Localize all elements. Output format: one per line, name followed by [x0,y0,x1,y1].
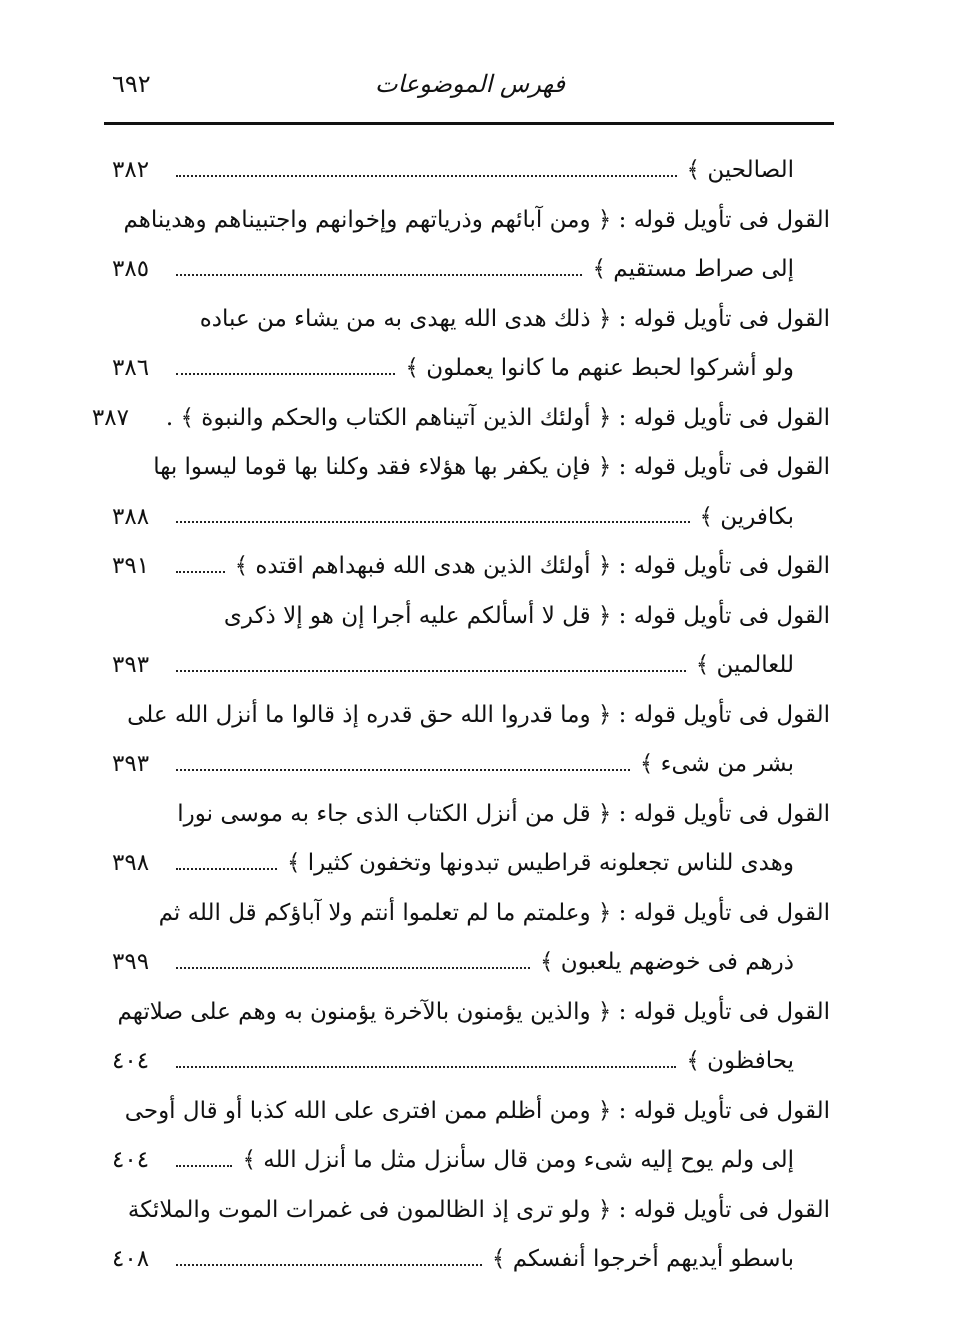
header-divider [104,122,834,125]
toc-page-number: ٤٠٤ [112,1048,150,1075]
dot-leader [176,858,277,870]
toc-page-number: ٣٩٣ [112,751,150,778]
toc-line [112,740,830,790]
toc-page-number: ٣٩١ [112,553,150,580]
toc-page-number: ٣٨٨ [112,503,150,530]
toc-entry-text: للعالمين ﴾ [695,652,794,679]
toc-line [112,245,830,295]
dot-leader [176,165,677,177]
toc-entry-text: القول فى تأويل قوله : ﴿ ولو ترى إذ الظالمون فى غمرات الموت والملائكة [127,1196,830,1223]
dot-leader [176,363,395,375]
toc-entry-text: يحافظون ﴾ [686,1048,794,1075]
toc-line [112,542,830,592]
toc-line [112,839,830,889]
toc-entry-text: ولو أشركوا لحبط عنهم ما كانوا يعملون ﴾ [405,355,794,382]
toc-page-number: ٣٨٦ [112,355,150,382]
dot-leader [176,264,582,276]
toc-entry-text: القول فى تأويل قوله : ﴿ وعلمتم ما لم تعلموا أنتم ولا آباؤكم قل الله ثم [158,899,830,926]
toc-line [112,641,830,691]
toc-line [112,691,830,741]
toc-line [112,938,830,988]
toc-entry-text: ذرهم فى خوضهم يلعبون ﴾ [539,949,794,976]
toc-page-number: ٣٨٥ [112,256,150,283]
toc-page-number: ٣٩٨ [112,850,150,877]
toc-entry-text: القول فى تأويل قوله : ﴿ وما قدروا الله حق قدره إذ قالوا ما أنزل الله على [127,701,830,728]
toc-entry-text: إلى صراط مستقيم ﴾ [592,256,794,283]
toc-entry-text: بكافرين ﴾ [699,503,794,530]
table-of-contents [91,146,830,1285]
toc-line [112,592,830,642]
toc-line [112,1186,830,1236]
toc-page-number: ٤٠٤ [112,1147,150,1174]
toc-page-number: ٣٨٧ [91,404,129,431]
toc-entry-text: القول فى تأويل قوله : ﴿ ومن أظلم ممن افترى على الله كذبا أو قال أوحى [124,1097,830,1124]
dot-leader [176,957,530,969]
toc-line [91,394,830,444]
toc-line [112,1037,830,1087]
toc-page-number: ٣٨٢ [112,157,150,184]
running-title: فهرس الموضوعات [375,70,565,98]
toc-entry-text: إلى ولم يوح إليه شىء ومن قال سأنزل مثل ما أنزل الله ﴾ [242,1147,794,1174]
toc-line [112,344,830,394]
toc-entry-text: وهدى للناس تجعلونه قراطيس تبدونها وتخفون كثيرا ﴾ [286,850,794,877]
dot-leader [176,660,686,672]
dot-leader [176,1155,232,1167]
toc-page-number: ٣٩٩ [112,949,150,976]
page-number: ٦٩٢ [112,70,151,98]
toc-line [112,1136,830,1186]
toc-entry-text: القول فى تأويل قوله : ﴿ قل من أنزل الكتاب الذى جاء به موسى نورا [177,800,830,827]
toc-line [112,146,830,196]
dot-leader [176,1254,482,1266]
toc-entry-text: القول فى تأويل قوله : ﴿ أولئك الذين هدى الله فبهداهم اقتده ﴾ [234,553,830,580]
toc-line [112,988,830,1038]
toc-line [112,443,830,493]
toc-entry-text: الصالحين ﴾ [686,157,794,184]
toc-entry-text: القول فى تأويل قوله : ﴿ أولئك الذين آتيناهم الكتاب والحكم والنبوة ﴾ . [165,404,830,431]
toc-line [112,196,830,246]
dot-leader [176,511,690,523]
toc-line [112,295,830,345]
toc-line [112,1087,830,1137]
toc-entry-text: القول فى تأويل قوله : ﴿ والذين يؤمنون بالآخرة يؤمنون به وهم على صلاتهم [117,998,830,1025]
dot-leader [176,561,225,573]
toc-entry-text: القول فى تأويل قوله : ﴿ ومن آبائهم وذرياتهم وإخوانهم واجتبيناهم وهديناهم [123,206,830,233]
dot-leader [176,1056,676,1068]
toc-page-number: ٣٩٣ [112,652,150,679]
dot-leader [176,759,630,771]
toc-line [112,790,830,840]
toc-page-number: ٤٠٨ [112,1246,150,1273]
toc-entry-text: بشر من شىء ﴾ [639,751,794,778]
toc-entry-text: باسطو أيديهم أخرجوا أنفسكم ﴾ [491,1246,794,1273]
toc-line [112,1235,830,1285]
toc-line [112,889,830,939]
toc-entry-text: القول فى تأويل قوله : ﴿ فإن يكفر بها هؤلاء فقد وكلنا بها قوما ليسوا بها [153,454,830,481]
toc-entry-text: القول فى تأويل قوله : ﴿ قل لا أسألكم عليه أجرا إن هو إلا ذكرى [223,602,830,629]
toc-entry-text: القول فى تأويل قوله : ﴿ ذلك هدى الله يهدى به من يشاء من عباده [199,305,830,332]
toc-line [112,493,830,543]
